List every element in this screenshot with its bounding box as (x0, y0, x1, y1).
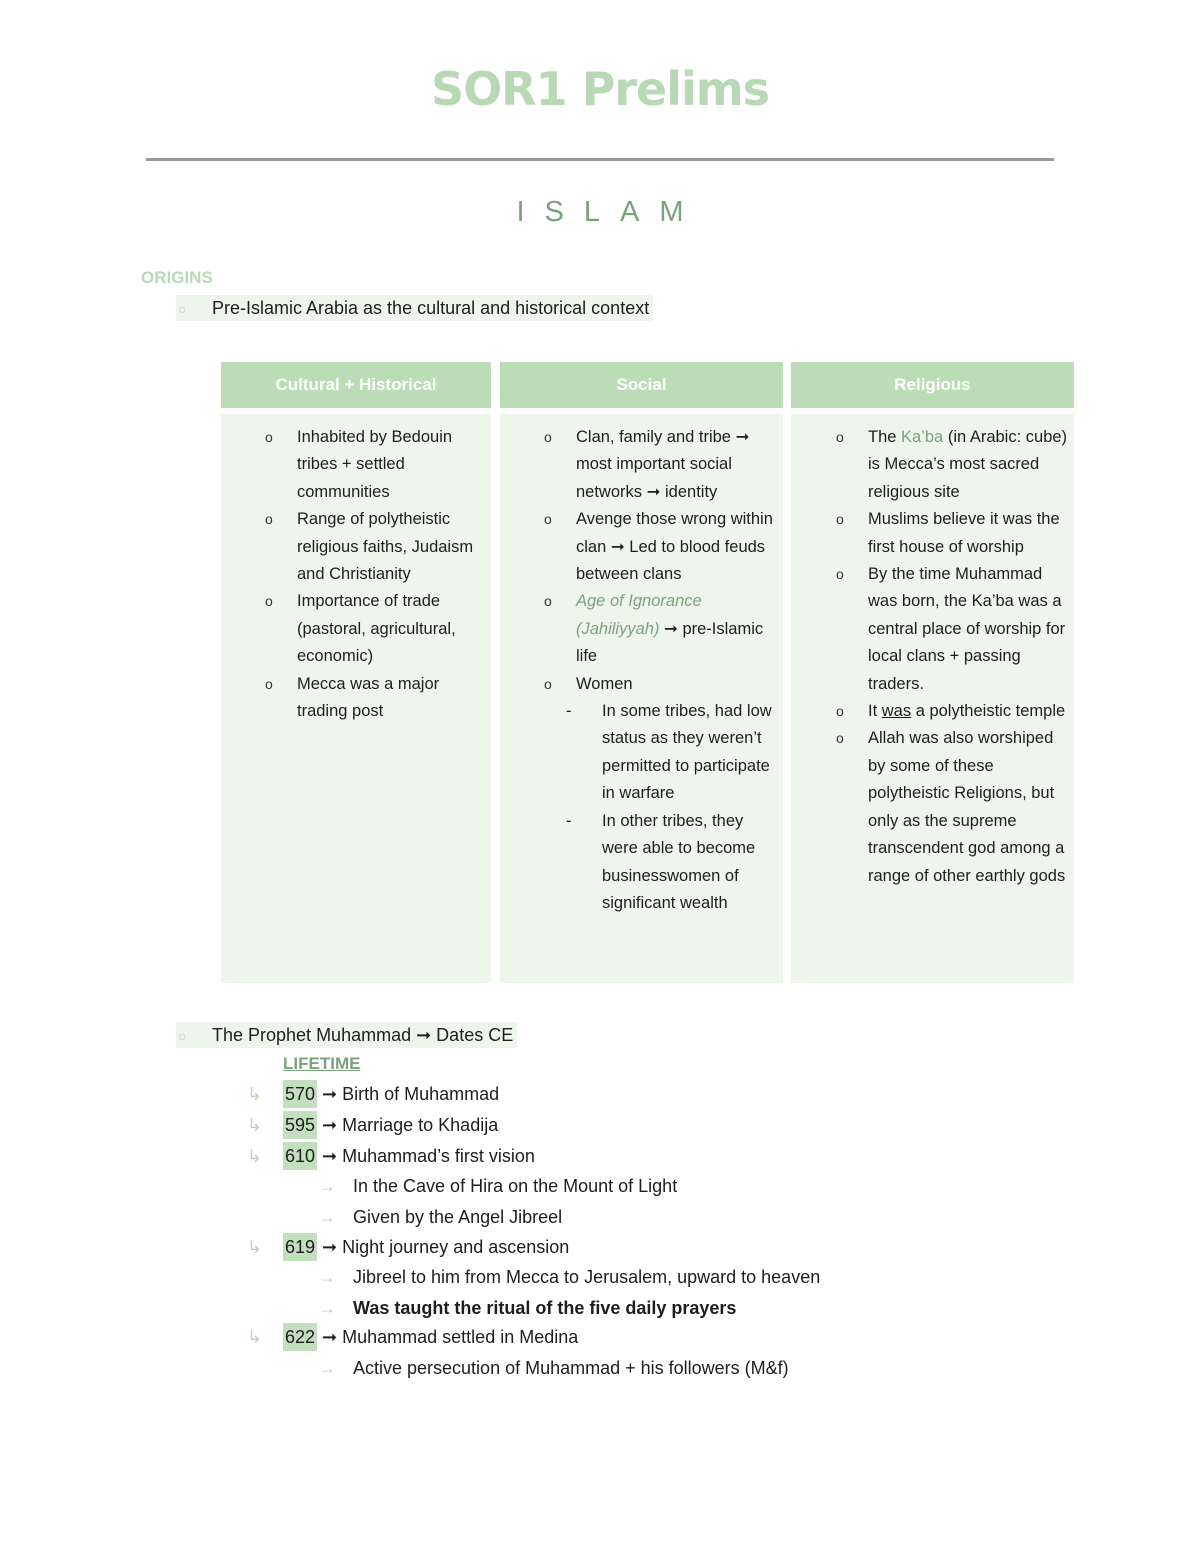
document-title: SOR1 Prelims (430, 62, 770, 116)
list-item: o It was a polytheistic temple (836, 702, 1066, 721)
hook-arrow-icon: ↳ (247, 1327, 263, 1347)
timeline-detail: → Given by the Angel Jibreel (318, 1203, 562, 1231)
column-cultural-historical (221, 362, 491, 721)
origins-heading: ORIGINS (141, 268, 213, 287)
title-divider (146, 158, 1054, 161)
list-item: o Muslims believe it was the first house of worship (836, 510, 1060, 556)
timeline-detail: → In the Cave of Hira on the Mount of Light (318, 1172, 677, 1200)
list-item: o By the time Muhammad was born, the Ka’ba was a central place of worship for local clans + passing traders. (836, 565, 1066, 693)
list-item: o Mecca was a major trading post (265, 674, 440, 721)
column-body-social (500, 414, 783, 983)
year-badge: 595 (283, 1111, 317, 1139)
column-body-cultural (221, 414, 491, 983)
list-item: o Avenge those wrong within clan ➞ Led to blood feuds between clans (544, 510, 773, 584)
column-body-religious (791, 414, 1074, 983)
timeline-event: ↳ 610 ➞ Muhammad’s first vision (247, 1142, 535, 1170)
circle-bullet-icon: ○ (178, 301, 187, 317)
timeline-event: ↳ 570 ➞ Birth of Muhammad (247, 1080, 499, 1108)
right-arrow-icon: → (318, 1207, 336, 1227)
topic-prophet-muhammad (176, 1022, 517, 1048)
timeline-detail: → Jibreel to him from Mecca to Jerusalem, upward to heaven (318, 1263, 820, 1291)
list-item: o Allah was also worshiped by some of these polytheistic Religions, but only as the supreme transcendent god among a range of other earthly gods (836, 729, 1066, 885)
list-item: o Women - In some tribes, had low status as they weren’t permitted to participate in warfare - In other tribes, they were able to become businesswomen of significant wealth (576, 671, 776, 918)
right-arrow-icon: → (318, 1358, 336, 1378)
list-item: o Importance of trade (pastoral, agricultural, economic) (265, 592, 456, 666)
year-badge: 570 (283, 1080, 317, 1108)
sub-list-item: - In some tribes, had low status as they weren’t permitted to participate in warfare (566, 702, 772, 803)
timeline-detail: → Was taught the ritual of the five daily prayers (318, 1294, 736, 1322)
column-header-religious: Religious (791, 362, 1074, 408)
timeline-event: ↳ 595 ➞ Marriage to Khadija (247, 1111, 498, 1139)
year-badge: 622 (283, 1323, 317, 1351)
year-badge: 619 (283, 1233, 317, 1261)
topic-pre-islamic-arabia (176, 295, 653, 321)
section-title: ISLAM (516, 196, 704, 228)
timeline-detail: → Active persecution of Muhammad + his followers (M&f) (318, 1354, 789, 1382)
circle-bullet-icon: ○ (178, 1028, 187, 1044)
right-arrow-icon: → (318, 1176, 336, 1196)
age-of-ignorance-term: Age of Ignorance (Jahiliyyah) (576, 592, 702, 638)
column-social (500, 362, 783, 912)
list-item: o Age of Ignorance (Jahiliyyah) ➞ pre-Islamic life (544, 592, 764, 666)
topic-text: Pre-Islamic Arabia as the cultural and historical context (212, 298, 650, 318)
hook-arrow-icon: ↳ (247, 1084, 263, 1104)
column-header-cultural: Cultural + Historical (221, 362, 491, 408)
hook-arrow-icon: ↳ (247, 1146, 263, 1166)
year-badge: 610 (283, 1142, 317, 1170)
list-item: o Inhabited by Bedouin tribes + settled communities (265, 428, 453, 501)
right-arrow-icon: → (318, 1298, 336, 1318)
column-religious (791, 362, 1074, 885)
kaba-term: Ka’ba (901, 428, 944, 446)
timeline-event: ↳ 619 ➞ Night journey and ascension (247, 1233, 569, 1261)
topic-text: The Prophet Muhammad ➞ Dates CE (212, 1025, 514, 1045)
column-header-social: Social (500, 362, 783, 408)
list-item: o Clan, family and tribe ➞ most important social networks ➞ identity (544, 428, 750, 501)
lifetime-heading: LIFETIME (283, 1054, 361, 1073)
right-arrow-icon: → (318, 1267, 336, 1287)
hook-arrow-icon: ↳ (247, 1115, 263, 1135)
sub-list-item: - In other tribes, they were able to become businesswomen of significant wealth (566, 811, 756, 912)
hook-arrow-icon: ↳ (247, 1237, 263, 1257)
list-item: o The Ka’ba (in Arabic: cube) is Mecca’s most sacred religious site (836, 428, 1068, 501)
timeline-event: ↳ 622 ➞ Muhammad settled in Medina (247, 1323, 578, 1351)
list-item: o Range of polytheistic religious faiths, Judaism and Christianity (265, 510, 474, 584)
